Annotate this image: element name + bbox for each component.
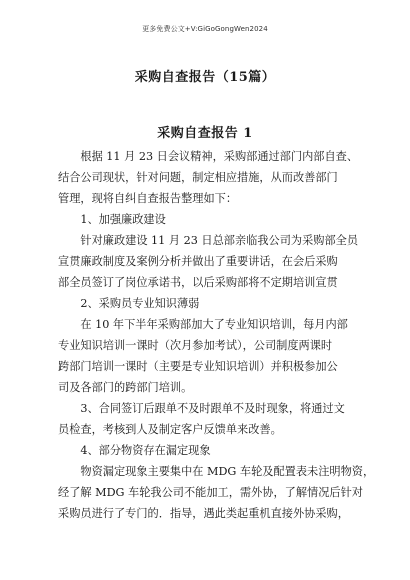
body-line: 司及各部门的跨部门培训。 [58, 381, 193, 394]
body-line: 1、加强廉政建设 [58, 213, 166, 226]
body-line: 根据 11 月 23 日会议精神，采购部通过部门内部自查、 [58, 150, 359, 163]
body-line: 部全员签订了岗位承诺书，以后采购部将不定期培训宣贯 [58, 276, 338, 289]
body-line: 管理，现将自纠自查报告整理如下： [58, 192, 238, 205]
body-text [58, 146, 375, 524]
body-line: 宣贯廉政制度及案例分析并做出了重要讲话，在会后采购 [58, 255, 338, 268]
body-line: 经了解 MDG 车轮我公司不能加工，需外协，了解情况后针对 [58, 486, 363, 499]
body-line: 在 10 年下半年采购部加大了专业知识培训，每月内部 [58, 318, 348, 331]
body-line: 采购员进行了专门的．指导，遇此类起重机直接外协采购， [58, 507, 349, 520]
body-line: 针对廉政建设 11 月 23 日总部亲临我公司为采购部全员 [58, 234, 359, 247]
header-note: 更多免费公文+V:GiGoGongWen2024 [142, 25, 268, 33]
body-line: 3、合同签订后跟单不及时跟单不及时现象，将通过文 [58, 402, 345, 415]
body-line: 跨部门培训一课时（主要是专业知识培训）并积极参加公 [58, 360, 338, 373]
body-line: 2、采购员专业知识薄弱 [58, 297, 200, 310]
body-line: 4、部分物资存在漏定现象 [58, 444, 211, 457]
document-title: 采购自查报告（15篇） [134, 70, 276, 85]
body-line: 物资漏定现象主要集中在 MDG 车轮及配置表未注明物资， [58, 465, 375, 478]
body-line: 专业知识培训一课时（次月参加考试），公司制度两课时 [58, 339, 333, 352]
body-line: 员检查，考核到人及制定客户反馈单来改善。 [58, 423, 282, 436]
section-title: 采购自查报告 1 [157, 126, 253, 141]
body-line: 结合公司现状，针对问题，制定相应措施，从而改善部门 [58, 171, 338, 184]
